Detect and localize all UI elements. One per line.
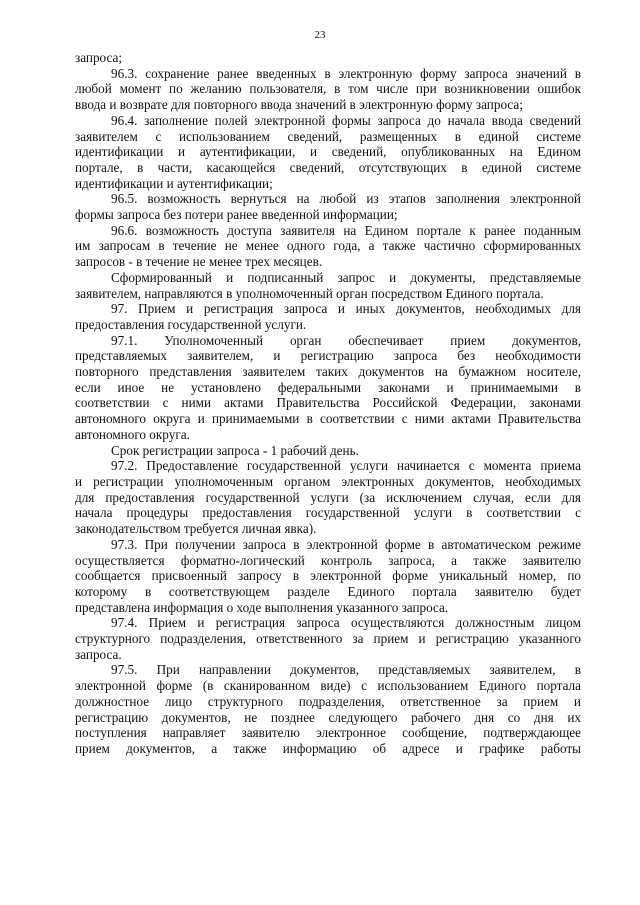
- paragraph-96-3: [75, 66, 581, 113]
- text-line: электронной форме (в сканированном виде) с использованием Единого портала: [75, 678, 581, 694]
- document-body: [75, 50, 581, 757]
- text-line: которому в соответствующем разделе Единого портала заявителю будет: [75, 583, 581, 599]
- text-line: 97.1. Уполномоченный орган обеспечивает прием документов,: [111, 332, 581, 348]
- text-line: 97. Прием и регистрация запроса и иных документов, необходимых для: [111, 301, 581, 317]
- text-line: 96.6. возможность доступа заявителя на Едином портале к ранее поданным: [111, 222, 581, 238]
- paragraph-96-5: [75, 191, 581, 222]
- paragraph-96-4: [75, 113, 581, 192]
- text-line: 96.3. сохранение ранее введенных в электронную форму запроса значений в: [111, 65, 581, 81]
- text-line: для предоставления государственной услуги (за исключением случая, если для: [75, 489, 581, 505]
- text-line: представляемых заявителем, и регистрацию запроса без необходимости: [75, 348, 581, 364]
- text-line: сообщается присвоенный запросу в электронной форме уникальный номер, по: [75, 568, 581, 584]
- text-line: осуществляется форматно-логический контроль запроса, а также заявителю: [75, 552, 581, 568]
- text-line: 97.4. Прием и регистрация запроса осуществляются должностным лицом: [111, 615, 581, 631]
- paragraph-96-6: [75, 223, 581, 270]
- text-line: прием документов, а также информацию об адресе и графике работы: [75, 740, 581, 756]
- text-line: должностное лицо структурного подразделения, ответственное за прием и: [75, 693, 581, 709]
- paragraph-97-2: [75, 458, 581, 537]
- text-line: портале, в части, касающейся сведений, отсутствующих в единой системе: [75, 159, 581, 175]
- paragraph-97-1: [75, 333, 581, 443]
- paragraph-97-4: [75, 615, 581, 662]
- page-number: 23: [314, 29, 326, 41]
- text-line: запроса.: [75, 646, 122, 662]
- text-line: предоставления государственной услуги.: [75, 316, 307, 332]
- text-line: запросов - в течение не менее трех месяцев.: [75, 254, 323, 270]
- text-line: структурного подразделения, ответственного за прием и регистрацию указанного: [75, 631, 581, 647]
- text-line: заявителем с использованием сведений, размещенных в единой системе: [75, 128, 581, 144]
- paragraph-continuation: [75, 50, 581, 66]
- text-line: если иное не установлено федеральными законами и принимаемыми в: [75, 379, 581, 395]
- paragraph-97-3: [75, 537, 581, 616]
- text-line: автономного округа и принимаемыми в соответствии с ними актами Правительства: [75, 411, 581, 427]
- paragraph-97: [75, 301, 581, 332]
- paragraph-submitted-request: [75, 270, 581, 301]
- text-line: поступления направляет заявителю электронное сообщение, подтверждающее: [75, 725, 581, 741]
- text-line: повторного представления заявителем таких документов на бумажном носителе,: [75, 364, 581, 380]
- text-line: запроса;: [75, 50, 122, 65]
- text-line: 96.4. заполнение полей электронной формы запроса до начала ввода сведений: [111, 112, 581, 128]
- text-line: соответствии с ними актами Правительства Российской Федерации, законами: [75, 395, 581, 411]
- text-line: 97.3. При получении запроса в электронной форме в автоматическом режиме: [111, 536, 581, 552]
- text-line: Срок регистрации запроса - 1 рабочий день.: [111, 442, 359, 458]
- paragraph-97-5: [75, 662, 581, 756]
- text-line: регистрацию документов, не позднее следующего рабочего дня со дня их: [75, 709, 581, 725]
- text-line: ввода и возврате для повторного ввода значений в электронную форму запроса;: [75, 97, 523, 113]
- text-line: заявителем, направляются в уполномоченный орган посредством Единого портала.: [75, 285, 544, 301]
- text-line: начала процедуры предоставления государственной услуги в соответствии с: [75, 505, 581, 521]
- text-line: формы запроса без потери ранее введенной информации;: [75, 207, 398, 223]
- paragraph-registration-term: [75, 443, 581, 459]
- text-line: Сформированный и подписанный запрос и документы, представляемые: [111, 269, 581, 285]
- text-line: 96.5. возможность вернуться на любой из этапов заполнения электронной: [111, 191, 581, 207]
- text-line: законодательством требуется личная явка).: [75, 521, 317, 537]
- text-line: им запросам в течение не менее одного года, а также частично сформированных: [75, 238, 581, 254]
- text-line: любой момент по желанию пользователя, в том числе при возникновении ошибок: [75, 81, 581, 97]
- text-line: идентификации и аутентификации, и сведений, опубликованных на Едином: [75, 144, 581, 160]
- text-line: 97.2. Предоставление государственной услуги начинается с момента приема: [111, 458, 581, 474]
- text-line: 97.5. При направлении документов, представляемых заявителем, в: [111, 662, 581, 678]
- text-line: идентификации и аутентификации;: [75, 175, 273, 191]
- text-line: автономного округа.: [75, 426, 190, 442]
- text-line: представлена информация о ходе выполнения указанного запроса.: [75, 599, 449, 615]
- text-line: и регистрации уполномоченным органом электронных документов, необходимых: [75, 473, 581, 489]
